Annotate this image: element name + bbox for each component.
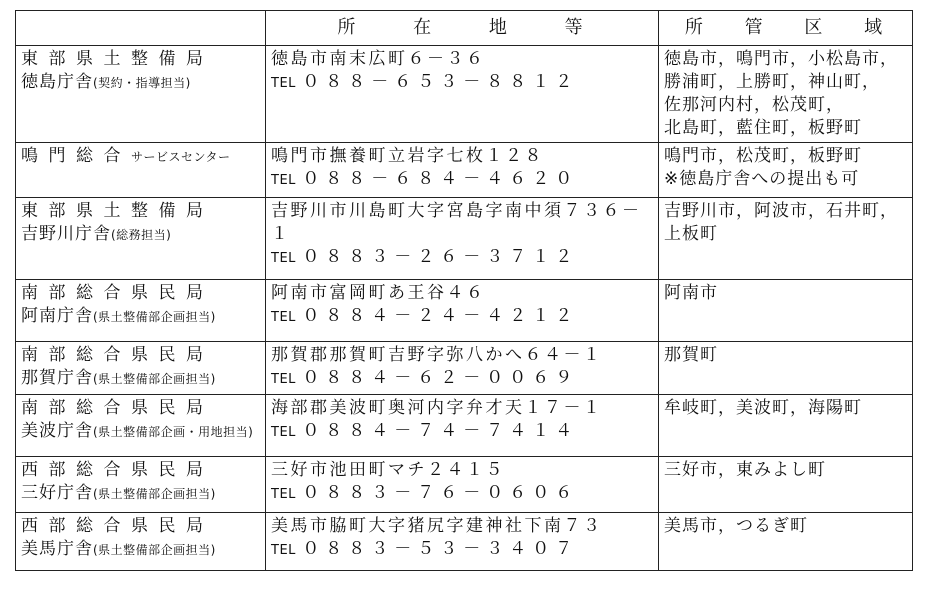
area-text: 勝浦町，上勝町，神山町， [664,72,880,92]
table-row [16,46,913,143]
phone-number: ０８８４－２４－４２１２ [302,306,579,326]
phone-line [271,246,654,270]
address-text: 美馬市脇町大字猪尻字建神社下南７３ [271,516,603,536]
branch-name: 美馬庁舎 [21,539,93,559]
table-body [16,46,913,571]
area-cell [659,280,913,342]
office-name: 鳴門総合 [21,146,131,166]
table-row [16,143,913,198]
table-row [16,342,913,395]
tel-label: TEL [271,173,296,188]
area-cell [659,395,913,457]
office-name: 西部総合県民局 [21,460,214,480]
address-cell [266,143,659,198]
office-note: (県土整備部企画担当) [93,372,216,386]
address-cell [266,457,659,513]
branch-name: 三好庁舎 [21,483,93,503]
address-text: 海部郡美波町奥河内字弁才天１７－１ [271,398,603,418]
area-cell [659,342,913,395]
branch-name: 阿南庁舎 [21,306,93,326]
area-text: 牟岐町，美波町，海陽町 [664,398,862,418]
office-note: (総務担当) [111,228,172,242]
office-cell [16,457,266,513]
header-row [16,11,913,46]
phone-line [271,538,654,562]
phone-line [271,367,654,391]
area-cell [659,457,913,513]
address-text: 那賀郡那賀町吉野字弥八かへ６４－１ [271,345,603,365]
office-cell [16,342,266,395]
tel-label: TEL [271,76,296,91]
area-text: 佐那河内村，松茂町， [664,95,844,115]
phone-line [271,420,654,444]
office-name: 東部県土整備局 [21,49,214,69]
branch-name: 吉野川庁舎 [21,224,111,244]
office-name: 西部総合県民局 [21,516,214,536]
area-text: 三好市，東みよし町 [664,460,826,480]
branch-name: 那賀庁舎 [21,368,93,388]
office-note: (契約・指導担当) [93,76,191,90]
phone-line [271,482,654,506]
address-text: 阿南市富岡町あ王谷４６ [271,283,486,303]
table-row [16,457,913,513]
table-row [16,513,913,571]
office-cell [16,46,266,143]
area-text: ※徳島庁舎への提出も可 [664,169,860,189]
area-text: 美馬市，つるぎ町 [664,516,808,536]
address-text: 三好市池田町マチ２４１５ [271,460,505,480]
area-cell [659,143,913,198]
address-cell [266,46,659,143]
area-text: 那賀町 [664,345,718,365]
office-note: (県土整備部企画担当) [93,310,216,324]
area-text: 徳島市，鳴門市，小松島市， [664,49,898,69]
table-row [16,280,913,342]
tel-label: TEL [271,310,296,325]
header-office [16,11,266,46]
office-name: 南部総合県民局 [21,283,214,303]
office-note: (県土整備部企画・用地担当) [93,425,254,439]
address-cell [266,395,659,457]
area-text: 上板町 [664,224,718,244]
office-note: (県土整備部企画担当) [93,543,216,557]
area-text: 北島町，藍住町，板野町 [664,118,862,138]
header-area: 所 管 区 域 [659,11,913,46]
office-note: (県土整備部企画担当) [93,487,216,501]
phone-line [271,71,654,95]
area-cell [659,46,913,143]
area-text: 吉野川市，阿波市，石井町， [664,201,898,221]
area-text: 鳴門市，松茂町，板野町 [664,146,862,166]
tel-label: TEL [271,425,296,440]
address-text: 鳴門市撫養町立岩字七枚１２８ [271,146,544,166]
office-note: サービスセンター [131,150,231,164]
phone-number: ０８８３－５３－３４０７ [302,539,579,559]
address-cell [266,513,659,571]
area-cell [659,513,913,571]
branch-name: 徳島庁舎 [21,72,93,92]
table-row [16,198,913,280]
tel-label: TEL [271,251,296,266]
phone-number: ０８８－６５３－８８１２ [302,72,579,92]
area-text: 阿南市 [664,283,718,303]
phone-number: ０８８３－２６－３７１２ [302,247,579,267]
tel-label: TEL [271,487,296,502]
phone-line [271,168,654,192]
table-row [16,395,913,457]
office-cell [16,143,266,198]
address-text: 徳島市南末広町６－３６ [271,49,486,69]
address-cell [266,198,659,280]
phone-number: ０８８－６８４－４６２０ [302,169,579,189]
office-name: 東部県土整備局 [21,201,214,221]
address-text: 吉野川市川島町大字宮島字南中須７３６－１ [271,201,642,244]
office-name: 南部総合県民局 [21,398,214,418]
phone-number: ０８８３－７６－０６０６ [302,483,579,503]
branch-name: 美波庁舎 [21,421,93,441]
office-cell [16,280,266,342]
address-cell [266,280,659,342]
office-cell [16,198,266,280]
header-address: 所 在 地 等 [266,11,659,46]
phone-number: ０８８４－６２－００６９ [302,368,579,388]
office-name: 南部総合県民局 [21,345,214,365]
office-table [15,10,913,571]
office-cell [16,513,266,571]
address-cell [266,342,659,395]
tel-label: TEL [271,372,296,387]
tel-label: TEL [271,543,296,558]
phone-line [271,305,654,329]
office-cell [16,395,266,457]
area-cell [659,198,913,280]
phone-number: ０８８４－７４－７４１４ [302,421,579,441]
